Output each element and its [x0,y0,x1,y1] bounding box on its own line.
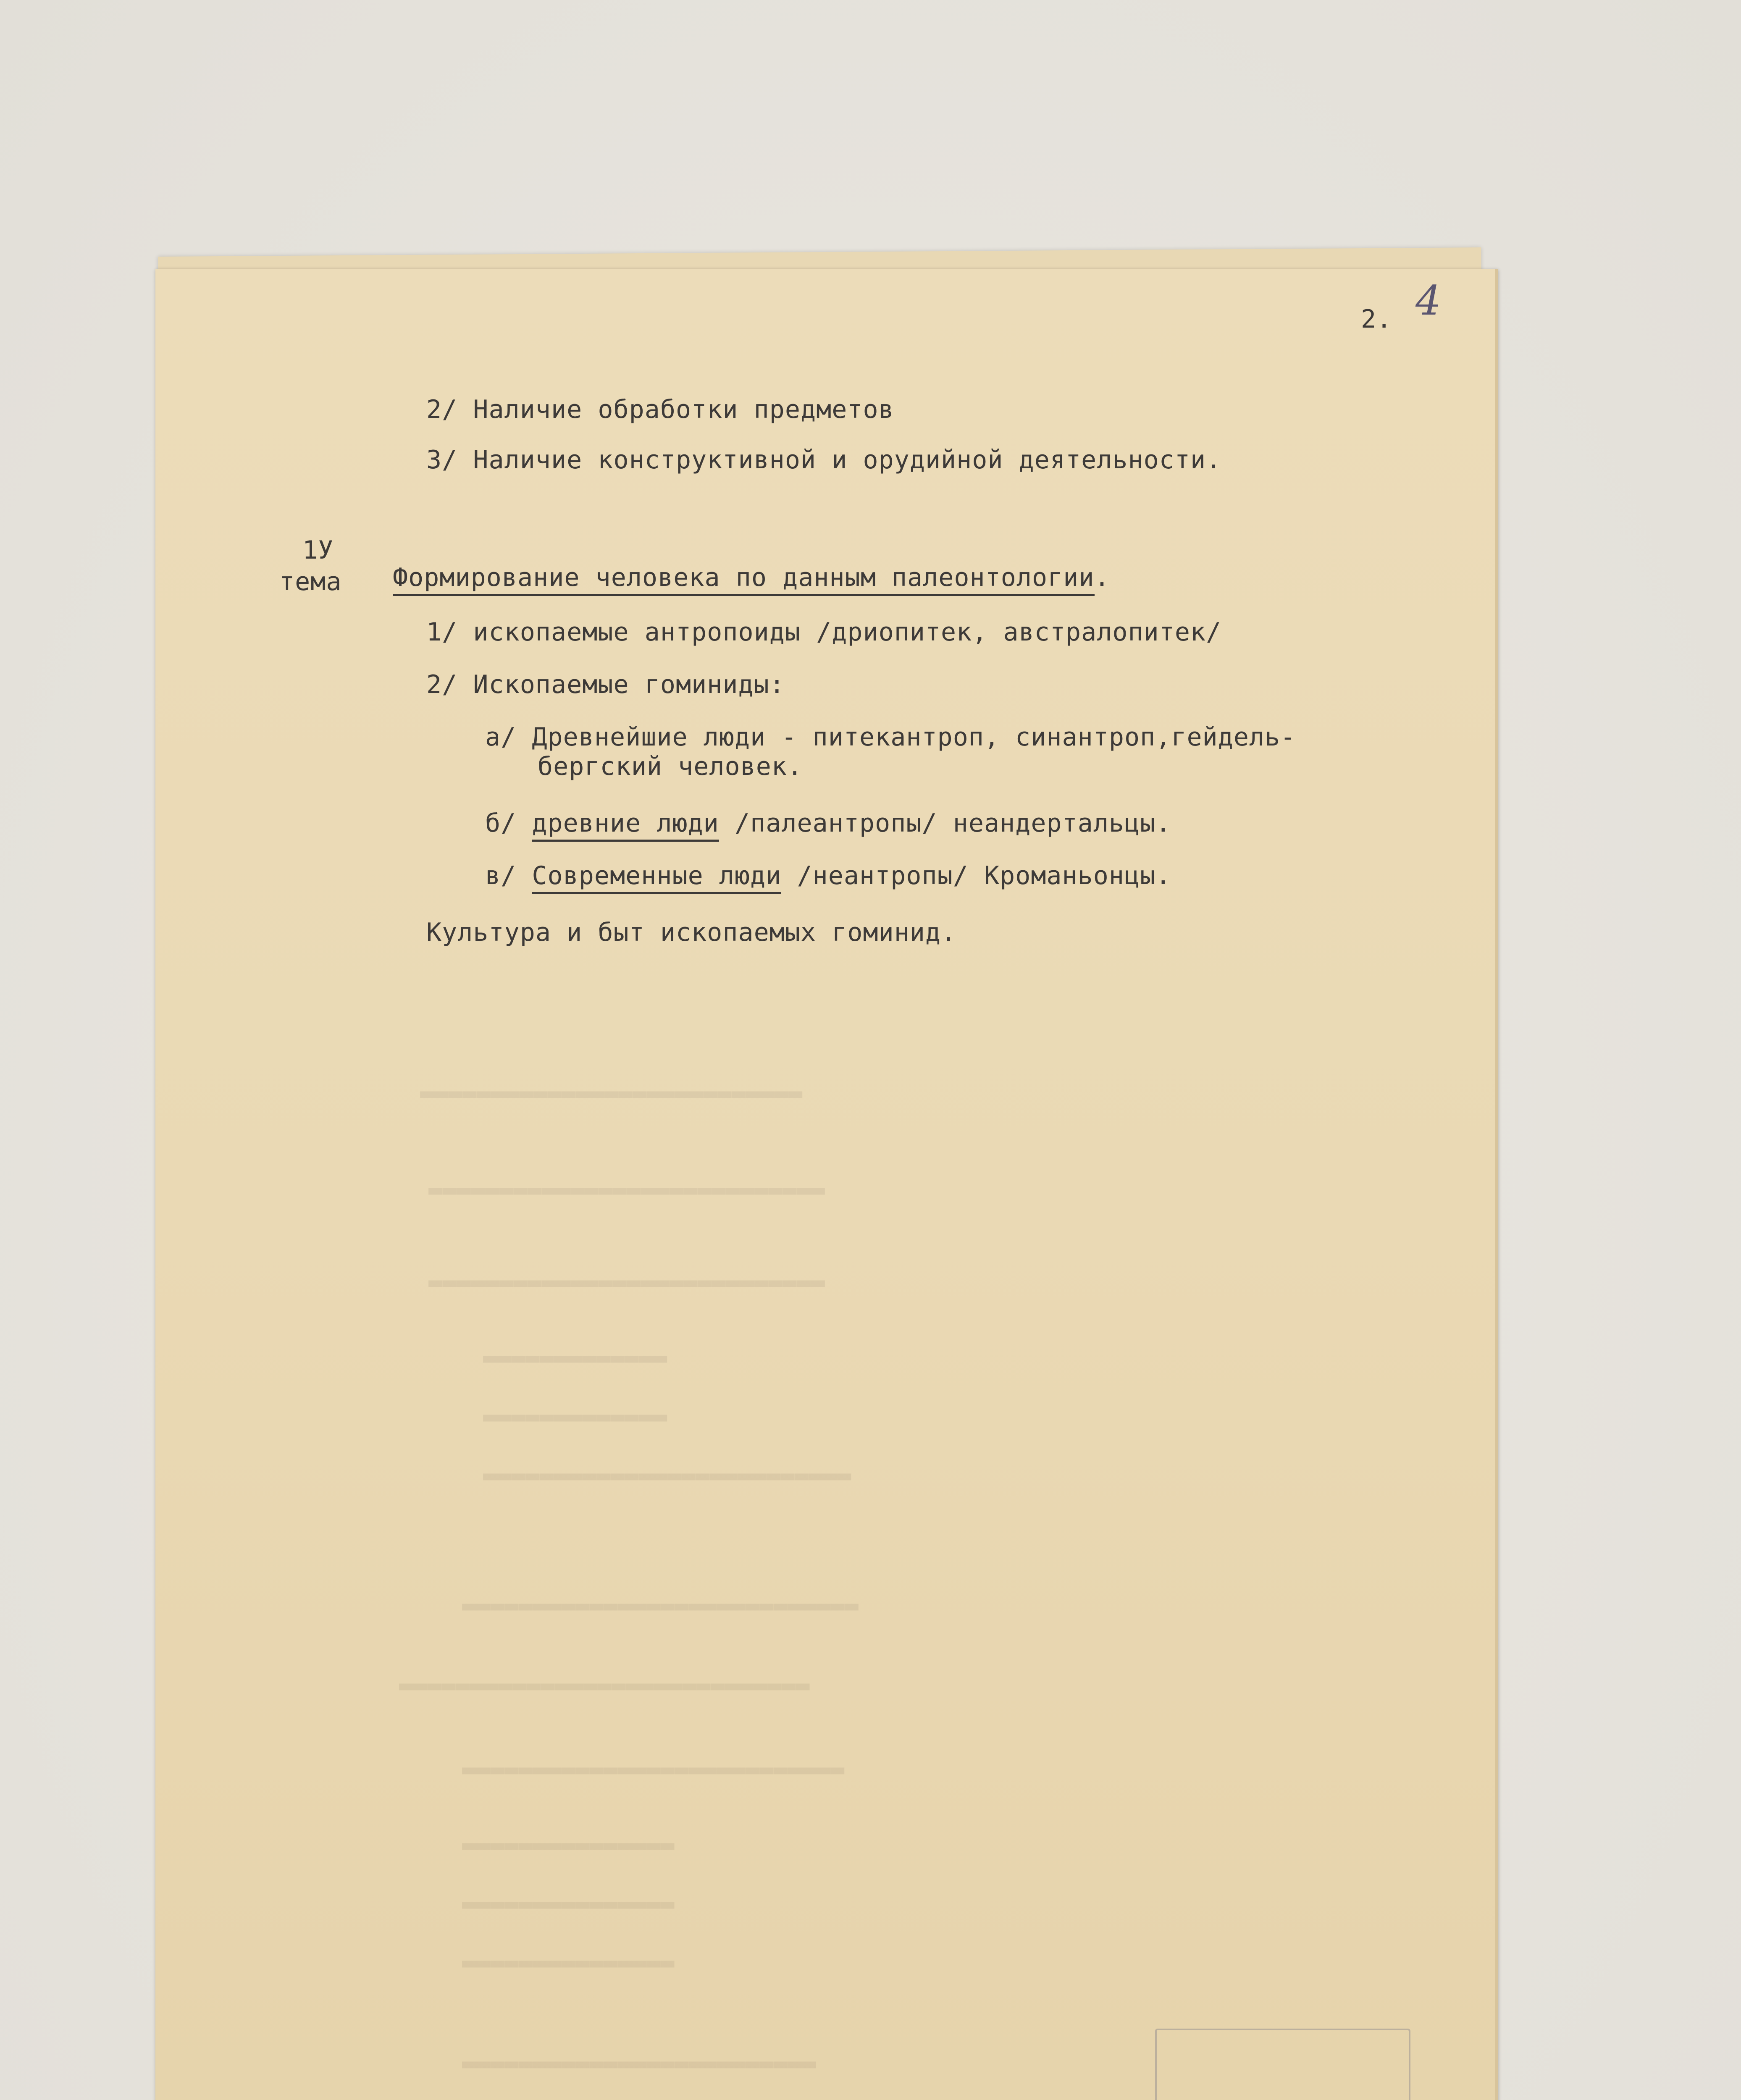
archive-stamp [1155,2029,1410,2100]
bleed-through: ▬▬▬▬▬▬▬▬▬▬▬▬▬ [483,1344,667,1371]
list-item-fossil-hominids: 2/ Ископаемые гоминиды: [426,670,785,699]
bleed-through: ▬▬▬▬▬▬▬▬▬▬▬▬▬▬▬▬▬▬▬▬▬▬▬▬▬▬ [483,1462,851,1489]
section-heading-period: . [1094,563,1110,592]
sub-item-b-rest: /палеантропы/ неандертальцы. [719,808,1171,838]
section-heading-text: Формирование человека по данным палеонтологии [393,563,1095,596]
sub-item-c-term: Современные люди [532,861,781,894]
sub-item-c [485,863,1171,888]
bleed-through: ▬▬▬▬▬▬▬▬▬▬▬▬▬▬▬▬▬▬▬▬▬▬▬▬▬▬▬▬ [428,1268,825,1296]
bleed-through: ▬▬▬▬▬▬▬▬▬▬▬▬▬▬▬▬▬▬▬▬▬▬▬▬▬▬▬ [462,1756,845,1783]
sub-item-c-rest: /неантропы/ Кроманьонцы. [781,861,1171,890]
list-item-fossil-anthropoids: 1/ ископаемые антропоиды /дриопитек, австралопитек/ [426,617,1222,647]
page-number-handwritten: 4 [1415,277,1442,324]
bleed-through: ▬▬▬▬▬▬▬▬▬▬▬▬▬ [483,1403,667,1430]
sub-item-b-prefix: б/ [485,808,532,838]
culture-line: Культура и быт ископаемых гоминид. [426,918,957,947]
section-heading [393,565,1110,590]
sub-item-b [485,808,1171,838]
sub-item-c-prefix: в/ [485,861,532,890]
bleed-through: ▬▬▬▬▬▬▬▬▬▬▬▬▬▬▬ [462,1949,675,1976]
sub-item-a-line2: бергский человек. [538,752,803,781]
section-number: 1У [302,536,334,565]
bleed-through: ▬▬▬▬▬▬▬▬▬▬▬▬▬▬▬▬▬▬▬▬▬▬▬▬▬▬▬▬ [428,1176,825,1203]
bleed-through: ▬▬▬▬▬▬▬▬▬▬▬▬▬▬▬ [462,1890,675,1917]
document-page [155,269,1498,2100]
bleed-through: ▬▬▬▬▬▬▬▬▬▬▬▬▬▬▬▬▬▬▬▬▬▬▬▬▬▬▬▬▬ [399,1672,810,1699]
line-item-3: 3/ Наличие конструктивной и орудийной деятельности. [426,445,1222,475]
bleed-through: ▬▬▬▬▬▬▬▬▬▬▬▬▬▬▬▬▬▬▬▬▬▬▬▬▬ [462,2050,816,2077]
page-number: 2. [1361,304,1392,334]
sub-item-a-line1: а/ Древнейшие люди - питекантроп, синантроп,гейдель- [485,722,1296,752]
section-label: тема [279,567,342,596]
bleed-through: ▬▬▬▬▬▬▬▬▬▬▬▬▬▬▬▬▬▬▬▬▬▬▬▬▬▬▬ [420,1079,803,1107]
sub-item-b-term: древние люди [532,808,719,842]
line-item-2: 2/ Наличие обработки предметов [426,395,894,424]
bleed-through: ▬▬▬▬▬▬▬▬▬▬▬▬▬▬▬▬▬▬▬▬▬▬▬▬▬▬▬▬ [462,1592,859,1619]
bleed-through: ▬▬▬▬▬▬▬▬▬▬▬▬▬▬▬ [462,1831,675,1858]
